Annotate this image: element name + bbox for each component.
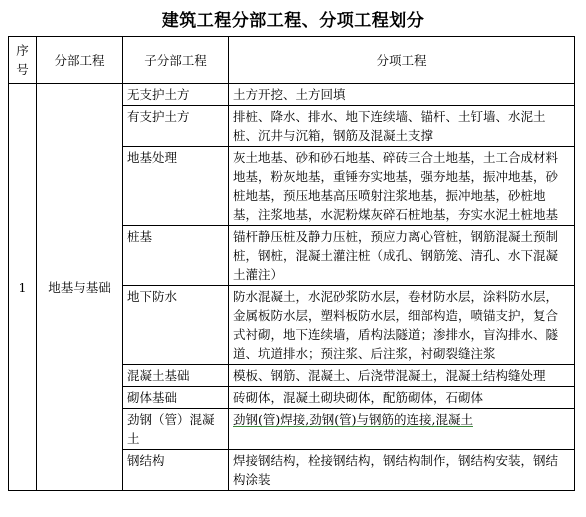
items-cell: 劲钢(管)焊接,劲钢(管)与钢筋的连接,混凝土: [229, 409, 575, 450]
items-cell: 土方开挖、土方回填: [229, 84, 575, 106]
group-division: 地基与基础: [37, 84, 123, 491]
items-cell: 模板、钢筋、混凝土、后浇带混凝土，混凝土结构缝处理: [229, 365, 575, 387]
subdivision-cell: 钢结构: [123, 450, 229, 491]
subdivision-cell: 砌体基础: [123, 387, 229, 409]
subdivision-cell: 混凝土基础: [123, 365, 229, 387]
division-table: [8, 36, 575, 491]
header-number-line2: 号: [16, 62, 29, 77]
header-number-line1: 序: [16, 43, 29, 58]
header-row: [9, 37, 575, 84]
items-cell: 灰土地基、砂和砂石地基、碎砖三合土地基，土工合成材料地基，粉灰地基，重锤夯实地基，强夯地基，振冲地基，砂桩地基，预压地基高压喷射注浆地基，振冲地基，砂桩地基，注浆地基，水泥粉煤灰碎石桩地基，夯实水泥土桩地基: [229, 147, 575, 226]
header-number: [9, 37, 37, 84]
table-row: [9, 84, 575, 106]
subdivision-cell: 地基处理: [123, 147, 229, 226]
subdivision-cell: 桩基: [123, 226, 229, 286]
subdivision-cell: 劲钢（管）混凝土: [123, 409, 229, 450]
header-division: 分部工程: [37, 37, 123, 84]
items-cell: 防水混凝土，水泥砂浆防水层，卷材防水层，涂料防水层，金属板防水层，塑料板防水层，细部构造，喷锚支护，复合式衬砌，地下连续墙，盾构法隧道；渗排水，盲沟排水、隧道、坑道排水；预注浆、后注浆，衬砌裂缝注浆: [229, 286, 575, 365]
header-subdivision: 子分部工程: [123, 37, 229, 84]
subdivision-cell: 无支护土方: [123, 84, 229, 106]
items-cell: 锚杆静压桩及静力压桩，预应力离心管桩，钢筋混凝土预制桩，钢桩，混凝土灌注桩（成孔、钢筋笼、清孔、水下混凝土灌注）: [229, 226, 575, 286]
items-cell: 排桩、降水、排水、地下连续墙、锚杆、土钉墙、水泥土桩、沉井与沉箱，钢筋及混凝土支撑: [229, 106, 575, 147]
subdivision-cell: 有支护土方: [123, 106, 229, 147]
group-number: 1: [9, 84, 37, 491]
items-cell: 砖砌体，混凝土砌块砌体，配筋砌体，石砌体: [229, 387, 575, 409]
subdivision-cell: 地下防水: [123, 286, 229, 365]
header-items: 分项工程: [229, 37, 575, 84]
items-cell: 焊接钢结构，栓接钢结构，钢结构制作，钢结构安装，钢结构涂装: [229, 450, 575, 491]
document-title: 建筑工程分部工程、分项工程划分: [161, 11, 425, 31]
